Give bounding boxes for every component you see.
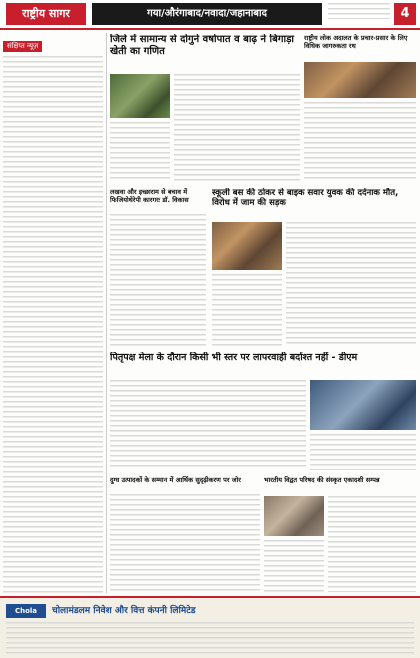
main-story-text (174, 74, 300, 182)
dm-meeting-photo (310, 380, 416, 430)
main-story-text-2 (110, 122, 170, 182)
edition-cities: गया/औरंगाबाद/नवादा/जहानाबाद (92, 3, 322, 25)
main-story (110, 34, 300, 184)
sanskrit-story (264, 476, 416, 594)
sanskrit-text (328, 496, 416, 592)
accident-headline: स्कूली बस की ठोकर से बाइक सवार युवक की दर्दनाक मौत, विरोध में जाम की सड़क (212, 188, 399, 208)
sanskrit-text-2 (264, 540, 324, 592)
section-tag: संक्षिप्त न्यूज़ (3, 41, 42, 52)
masthead-rule (0, 28, 420, 30)
pitripaksha-text (110, 380, 306, 470)
physio-text (110, 214, 206, 346)
pitripaksha-story (110, 352, 416, 472)
legal-awareness-photo (304, 62, 416, 98)
accident-story (212, 188, 416, 348)
brand-name: राष्ट्रीय सागर (6, 3, 86, 25)
right-top-headline: राष्ट्रीय लोक अदालत के प्रचार-प्रसार के लिए विधिक जागरुकता रथ (304, 34, 408, 50)
dairy-headline: दुग्ध उत्पादकों के सम्मान में आर्थिक सुदृढ़ीकरण पर जोर (110, 476, 241, 484)
ad-text (6, 622, 414, 656)
right-top-story (304, 34, 416, 184)
accident-text (286, 222, 416, 346)
pitripaksha-text-2 (310, 434, 416, 470)
edition-meta (328, 3, 390, 19)
dairy-text (110, 494, 260, 592)
sanskrit-headline: भारतीय विद्वत परिषद की संस्कृत एकादशी सम्पन्न (264, 476, 380, 484)
main-headline: जिले में सामान्य से दोगुने वर्षापात व बाढ़ ने बिगाड़ा खेती का गणित (110, 34, 295, 57)
page-number: 4 (394, 3, 416, 25)
masthead (0, 0, 420, 30)
right-top-text (304, 102, 416, 182)
sanskrit-event-photo (264, 496, 324, 536)
ad-title: चोलामंडलम निवेश और वित्त कंपनी लिमिटेड (52, 606, 196, 616)
physio-headline: लखवा और इच्छाराम से बचाव में फिजियोथेरेपी कारगरः डॉ. विकास (110, 188, 189, 204)
pitripaksha-headline: पितृपक्ष मेला के दौरान किसी भी स्तर पर लापरवाही बर्दाश्त नहीं - डीएम (110, 352, 358, 363)
left-column (3, 33, 103, 593)
flood-field-photo (110, 74, 170, 118)
ad-logo: Chola (6, 604, 46, 618)
left-column-text (3, 56, 103, 593)
advertisement (0, 596, 420, 658)
accident-text-2 (212, 274, 282, 346)
road-jam-photo (212, 222, 282, 270)
column-divider (106, 33, 107, 593)
physio-story (110, 188, 206, 348)
dairy-story (110, 476, 260, 594)
